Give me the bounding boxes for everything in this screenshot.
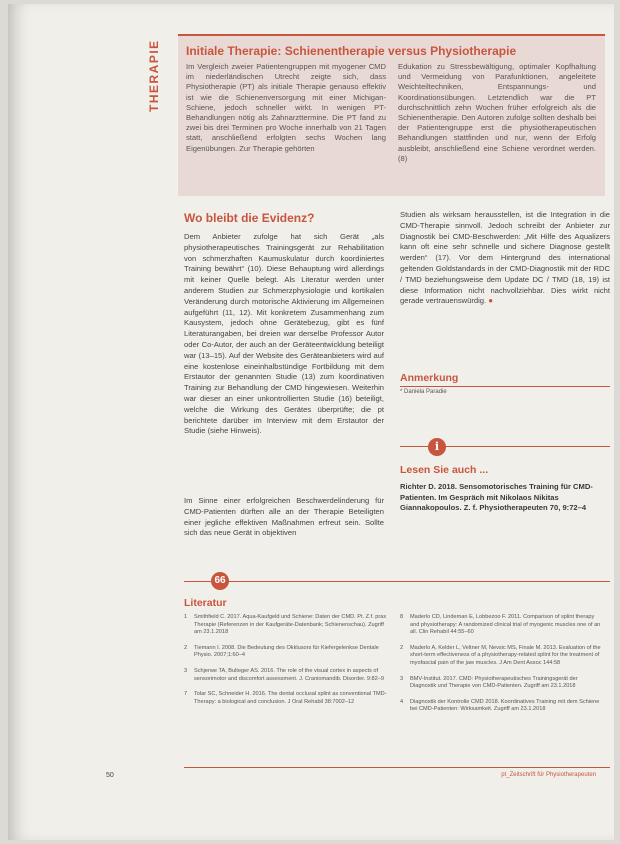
literature-heading: Literatur bbox=[184, 597, 227, 609]
box-title: Initiale Therapie: Schienentherapie versus Physiotherapie bbox=[186, 44, 517, 58]
reference-text: Tiemann I. 2008. Die Bedeutung des Okklusors für Kiefergelenkse Dentale Physio. 2007;1:60–4 bbox=[194, 644, 379, 659]
reference-text: Schjerwe TA, Bulteger AS. 2016. The role of the visual cortex in aspects of sensorimotor and discomfort assessment. J. Craniomandib. Disorder. 9:82–9 bbox=[194, 667, 384, 682]
reference-item bbox=[400, 699, 605, 714]
evidence-paragraph-3 bbox=[400, 210, 610, 307]
reference-number: 2 bbox=[400, 644, 404, 651]
reference-number: 4 bbox=[400, 698, 404, 705]
highlight-box bbox=[178, 34, 605, 196]
reference-text: Maderlo CD, Lindeman E, Lobbezoo F. 2011. Comparison of splint therapy and physiotherapy: A randomized clinical trial of myogenic muscles one of an all. Clin Rehabil 44:55–60 bbox=[410, 614, 601, 636]
page-number: 50 bbox=[106, 772, 114, 779]
read-more-text: Richter D. 2018. Sensomotorisches Training für CMD-Patienten. Im Gespräch mit Nikolaos Nikitas Giannakopoulos. Z. f. Physiotherapeuten 70, 9:72–4 bbox=[400, 482, 593, 513]
reference-number: 3 bbox=[184, 667, 188, 674]
quote-icon: 66 bbox=[211, 572, 229, 590]
reference-item bbox=[400, 676, 605, 691]
reference-item bbox=[184, 645, 389, 660]
evidence-paragraph-1: Dem Anbieter zufolge hat sich Gerät „als physiotherapeutisches Trainingsgerät zur Rehabilitation von schmerzhaften Kaumuskulatur durch koordiniertes Training bewährt“ (10). Diese Behauptung wird allerdings mit keiner Quelle belegt. Als Literatur werden unter anderem Studien zur Schmerzphysiologie und kortikalen Veränderung durch motorische Aktivierung im Allgemeinen aufgeführt (11, 12). Mit konkretem Zusammenhang zum Kausystem, jedoch ohne Gerätebezug, gibt es fünf Literaturangaben, bei dreien war derselbe Professor Autor oder Co-Autor, der auch an der Geräteentwicklung beteiligt war (13–15). Auf der Website des Geräteanbieters wird auf eine kostenlose eineinhalbstündige Fortbildung mit dem Erstautor der genannten Studie (13) zum koordinativen Training zur Behandlung der CMD hingewiesen. Weiterhin war dieser an einer unkontrollierten Studie (16) beteiligt, welche die Wirkung des Gerätes überprüfte; die pt berichtete darüber im Interview mit dem Erstautor der Studie (siehe Hinweis). bbox=[184, 232, 384, 436]
note-text: * Daniela Paradie bbox=[400, 389, 447, 395]
reference-text: Tolar SC, Schneider H. 2016. The dental occlusal splint as conventional TMD-Therapy: a biological and conclusion. J Oral Rehabil 38:7002–12 bbox=[194, 691, 387, 705]
reference-item bbox=[400, 645, 605, 668]
reference-text: Smithfield C. 2017. Aqua-Kaufgeld und Schiene: Daten der CMD. Pt. Z.f. prax Therapie (Referenzen in der Kaufgeräte-Datenbank; Schienenschau). Zugriff am 23.1.2018 bbox=[194, 614, 387, 636]
section-label-text: THERAPIE bbox=[147, 39, 161, 112]
evidence-paragraph-2: Im Sinne einer erfolgreichen Beschwerdelinderung für CMD-Patienten dürften alle an der Therapie Beteiligten einer jegliche effektiven Maßnahmen erfreut sein. Sollte sich das neue Gerät in objektiven bbox=[184, 496, 384, 538]
footer-divider bbox=[184, 767, 610, 768]
literature-list-right bbox=[400, 614, 605, 722]
evidence-heading: Wo bleibt die Evidenz? bbox=[184, 211, 315, 225]
reference-item bbox=[184, 668, 389, 683]
reference-number: 3 bbox=[400, 675, 404, 682]
reference-text: BMV-Institut. 2017. CMD: Physiotherapeutisches Trainingsgerät der Diagnostik und Therapie von CMD-Patienten. Zugriff am 23.1.2018 bbox=[410, 675, 578, 690]
note-heading: Anmerkung bbox=[400, 372, 459, 384]
reference-text: Maderlo A, Kelder L, Veltner M, Nevsic MS, Finale M. 2013. Evaluation of the short-term effectiveness of a physiotherapy-related splint for the treatment of myofascial pain of the jaw muscles. J Am Dent Assoc 144:58 bbox=[410, 644, 601, 666]
info-icon: i bbox=[428, 438, 446, 456]
box-text-right: Edukation zu Stressbewältigung, optimaler Kopfhaltung und Vermeidung von Parafunktionen, angeleitete Weichteiltechniken, Entspannungs- und Koordinationsübungen. Letztendlich war die PT durchschnittlich zehn Wochen früher erfolgreich als die Schienentherapie. Den Autoren zufolge sollten deshalb bei der Patientengruppe erst die physiotherapeutischen Behandlungen stattfinden und nur, wenn der Erfolg ausbleibt, anschließend eine Schiene verordnet werden. (8) bbox=[398, 62, 596, 163]
reference-item bbox=[400, 614, 605, 637]
reference-number: 8 bbox=[400, 614, 404, 620]
end-mark: ● bbox=[488, 296, 494, 306]
literature-list-left bbox=[184, 614, 389, 714]
reference-item bbox=[184, 614, 389, 637]
page bbox=[8, 4, 614, 840]
reference-number: 1 bbox=[184, 614, 188, 620]
note-divider bbox=[400, 386, 610, 387]
box-text-left: Im Vergleich zweier Patientengruppen mit myogener CMD im niederländischen Utrecht zeigte sich, dass Physiotherapie (PT) als initiale Therapie genauso effektiv ist wie die Schienenversorgung mit einer Michigan-Schiene, jedoch schneller wirkt. In wenigen PT-Behandlungen nötig als Zahnarzttermine. Die PT fand zu zwei bis drei Terminen pro Woche innerhalb von 21 Tagen statt, anschließend erfolgten sechs Wochen lang Eigenübungen. Zur Therapie gehörten bbox=[186, 62, 386, 153]
reference-number: 2 bbox=[184, 644, 188, 651]
reference-item bbox=[184, 691, 389, 706]
reference-text: Diagnostik der Kontrolle CMD 2018. Koordinatives Training mit dem Schiene bei CMD-Patienten: Wirksamkeit. Zugriff am 23.1.2018 bbox=[410, 698, 600, 713]
reference-number: 7 bbox=[184, 691, 188, 698]
literature-divider bbox=[184, 581, 610, 582]
evidence-paragraph-3-text: Studien als wirksam herausstellen, ist die Integration in die CMD-Therapie sinnvoll. Jedoch schreibt der Anbieter zur Diagnostik bei CMD-Beschwerden: „Mit Hilfe des Aqualizers kann oft eine sehr schnelle und sichere Diagnose gestellt werden“ (17). Vor dem Hintergrund des international geltenden Goldstandards in der CMD-Diagnostik mit der RDC / TMD beziehungsweise dem Update DC / TMD (18, 19) ist diese Information nicht nachvollziehbar. Dies wirkt nicht gerade vertrauenswürdig. bbox=[400, 210, 610, 306]
read-more-heading: Lesen Sie auch ... bbox=[400, 464, 489, 476]
journal-name: pt_Zeitschrift für Physiotherapeuten bbox=[501, 772, 596, 778]
section-label bbox=[143, 34, 173, 114]
